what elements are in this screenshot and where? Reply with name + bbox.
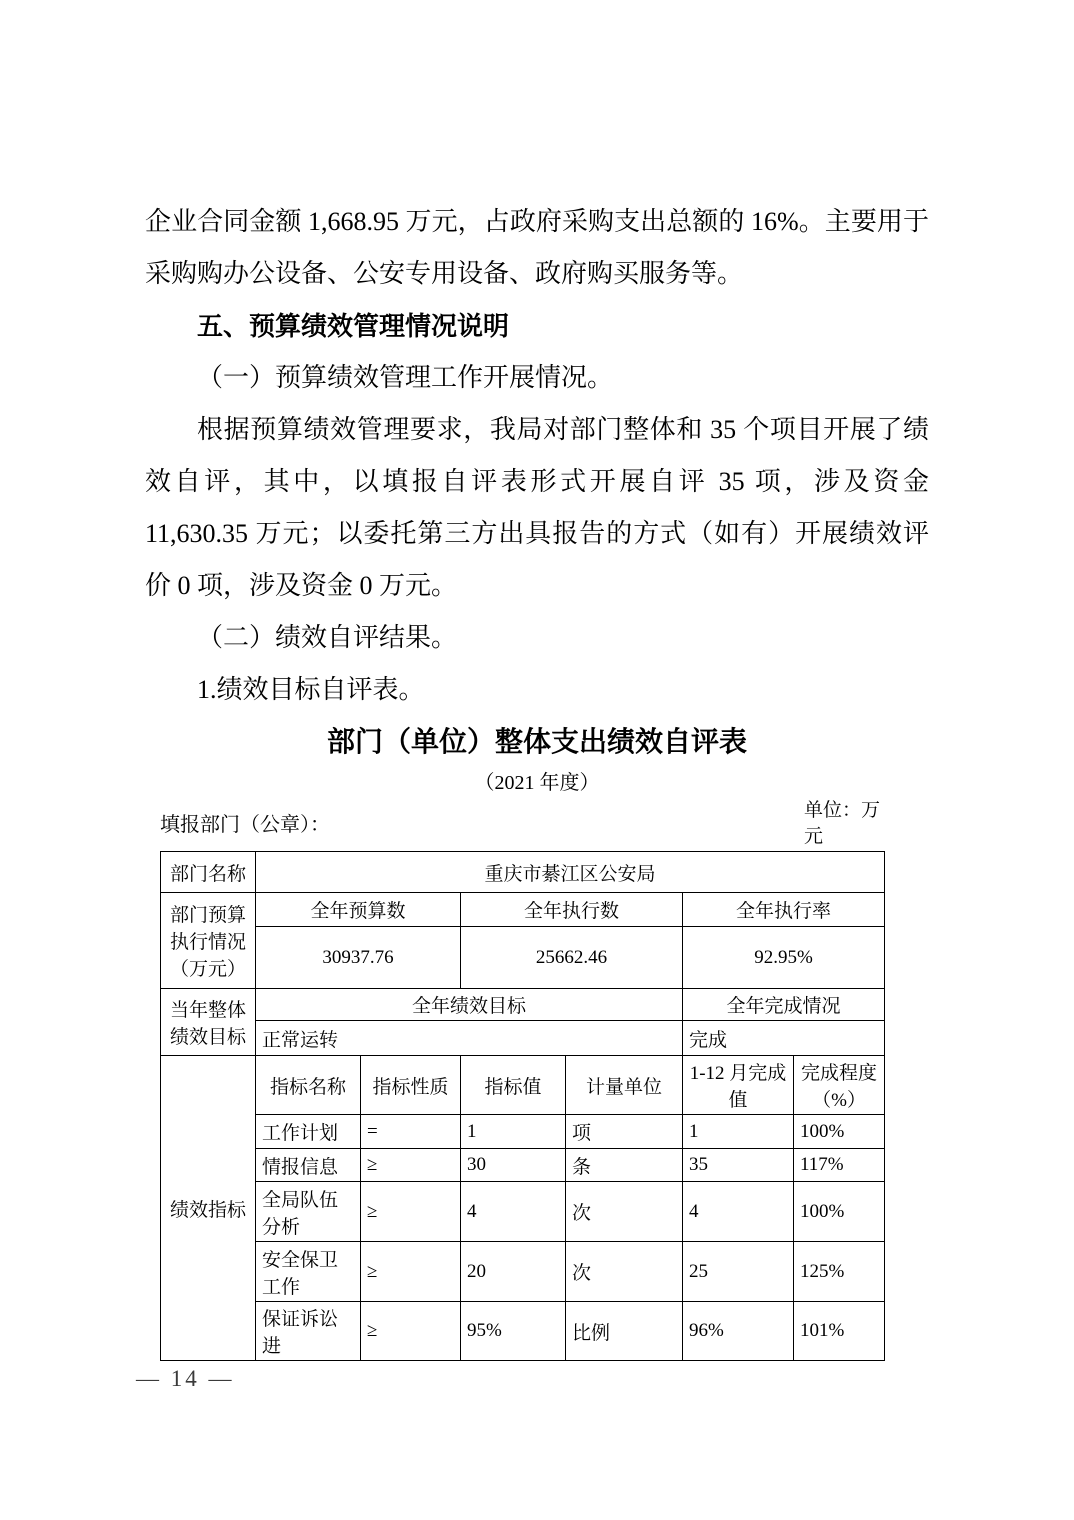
cell-goal-header-right: 全年完成情况	[683, 989, 885, 1021]
page-number: — 14 —	[136, 1366, 235, 1391]
cell-indicator-name: 全局队伍分析	[256, 1182, 361, 1242]
cell-indicator-name: 情报信息	[256, 1149, 361, 1182]
cell-indicator-unit: 次	[566, 1182, 683, 1242]
self-evaluation-table	[160, 851, 885, 1361]
indicator-row	[161, 1302, 885, 1361]
cell-indicator-value: 95%	[461, 1302, 566, 1361]
cell-indicator-name: 保证诉讼进	[256, 1302, 361, 1361]
paragraph-contract-amount: 企业合同金额 1,668.95 万元，占政府采购支出总额的 16%。主要用于采购购办公设备、公安专用设备、政府购买服务等。	[145, 207, 929, 288]
cell-goal-header-left: 全年绩效目标	[256, 989, 683, 1021]
list-item-goal-table: 1.绩效目标自评表。	[197, 675, 425, 704]
table-row	[161, 893, 885, 927]
cell-indicator-header-name: 指标名称	[256, 1056, 361, 1115]
cell-budget-exec-label: 部门预算执行情况（万元）	[161, 893, 256, 989]
cell-indicator-nature: ≥	[361, 1302, 461, 1361]
cell-indicator-value: 1	[461, 1115, 566, 1149]
cell-indicator-unit: 比例	[566, 1302, 683, 1361]
cell-indicator-nature: ≥	[361, 1149, 461, 1182]
cell-indicator-degree: 101%	[794, 1302, 885, 1361]
cell-indicator-value: 20	[461, 1242, 566, 1302]
cell-indicator-header-nature: 指标性质	[361, 1056, 461, 1115]
cell-indicator-unit: 次	[566, 1242, 683, 1302]
cell-indicator-done: 4	[683, 1182, 794, 1242]
cell-indicator-name: 工作计划	[256, 1115, 361, 1149]
sub-heading-2: （二）绩效自评结果。	[197, 623, 458, 652]
indicator-row	[161, 1242, 885, 1302]
indicator-row	[161, 1182, 885, 1242]
cell-indicator-nature: ≥	[361, 1182, 461, 1242]
cell-indicator-unit: 项	[566, 1115, 683, 1149]
section-heading-5: 五、预算绩效管理情况说明	[197, 311, 510, 341]
cell-indicator-nature: ≥	[361, 1242, 461, 1302]
cell-indicator-degree: 100%	[794, 1182, 885, 1242]
cell-indicator-nature: =	[361, 1115, 461, 1149]
table-row	[161, 852, 885, 893]
table-row-indicator-header	[161, 1056, 885, 1115]
table-year: （2021 年度）	[474, 772, 600, 794]
cell-budget-value-rate: 92.95%	[683, 927, 885, 989]
cell-indicator-value: 4	[461, 1182, 566, 1242]
cell-indicator-done: 25	[683, 1242, 794, 1302]
cell-indicator-unit: 条	[566, 1149, 683, 1182]
cell-indicator-value: 30	[461, 1149, 566, 1182]
cell-indicator-degree: 117%	[794, 1149, 885, 1182]
cell-dept-name-value: 重庆市綦江区公安局	[256, 852, 885, 893]
cell-budget-header-rate: 全年执行率	[683, 893, 885, 927]
table-row	[161, 927, 885, 989]
table-row	[161, 1021, 885, 1056]
cell-indicator-done: 1	[683, 1115, 794, 1149]
cell-indicator-label: 绩效指标	[161, 1056, 256, 1361]
cell-goal-value-right: 完成	[683, 1021, 885, 1056]
indicator-row	[161, 1115, 885, 1149]
cell-indicator-header-degree: 完成程度（%）	[794, 1056, 885, 1115]
unit-label: 单位：万元	[804, 800, 881, 847]
fill-dept-label: 填报部门（公章）：	[160, 814, 330, 836]
table-title: 部门（单位）整体支出绩效自评表	[326, 726, 747, 757]
cell-goal-value-left: 正常运转	[256, 1021, 683, 1056]
cell-indicator-header-done: 1-12 月完成值	[683, 1056, 794, 1115]
cell-dept-name-label: 部门名称	[161, 852, 256, 893]
cell-budget-header-plan: 全年预算数	[256, 893, 461, 927]
cell-indicator-header-value: 指标值	[461, 1056, 566, 1115]
cell-annual-goal-label: 当年整体绩效目标	[161, 989, 256, 1056]
indicator-row	[161, 1149, 885, 1182]
sub-heading-1: （一）预算绩效管理工作开展情况。	[197, 363, 614, 392]
cell-budget-value-plan: 30937.76	[256, 927, 461, 989]
cell-indicator-done: 35	[683, 1149, 794, 1182]
cell-indicator-name: 安全保卫工作	[256, 1242, 361, 1302]
cell-indicator-header-unit: 计量单位	[566, 1056, 683, 1115]
cell-indicator-degree: 100%	[794, 1115, 885, 1149]
table-row	[161, 989, 885, 1021]
cell-indicator-degree: 125%	[794, 1242, 885, 1302]
cell-budget-value-exec: 25662.46	[461, 927, 683, 989]
paragraph-self-evaluation: 根据预算绩效管理要求，我局对部门整体和 35 个项目开展了绩效自评，其中，以填报自评表形式开展自评 35 项，涉及资金 11,630.35 万元；以委托第三方出具报告的方式（如有）开展绩效评价 0 项，涉及资金 0 万元。	[145, 415, 929, 600]
table-meta-row	[160, 798, 884, 851]
cell-indicator-done: 96%	[683, 1302, 794, 1361]
cell-budget-header-exec: 全年执行数	[461, 893, 683, 927]
